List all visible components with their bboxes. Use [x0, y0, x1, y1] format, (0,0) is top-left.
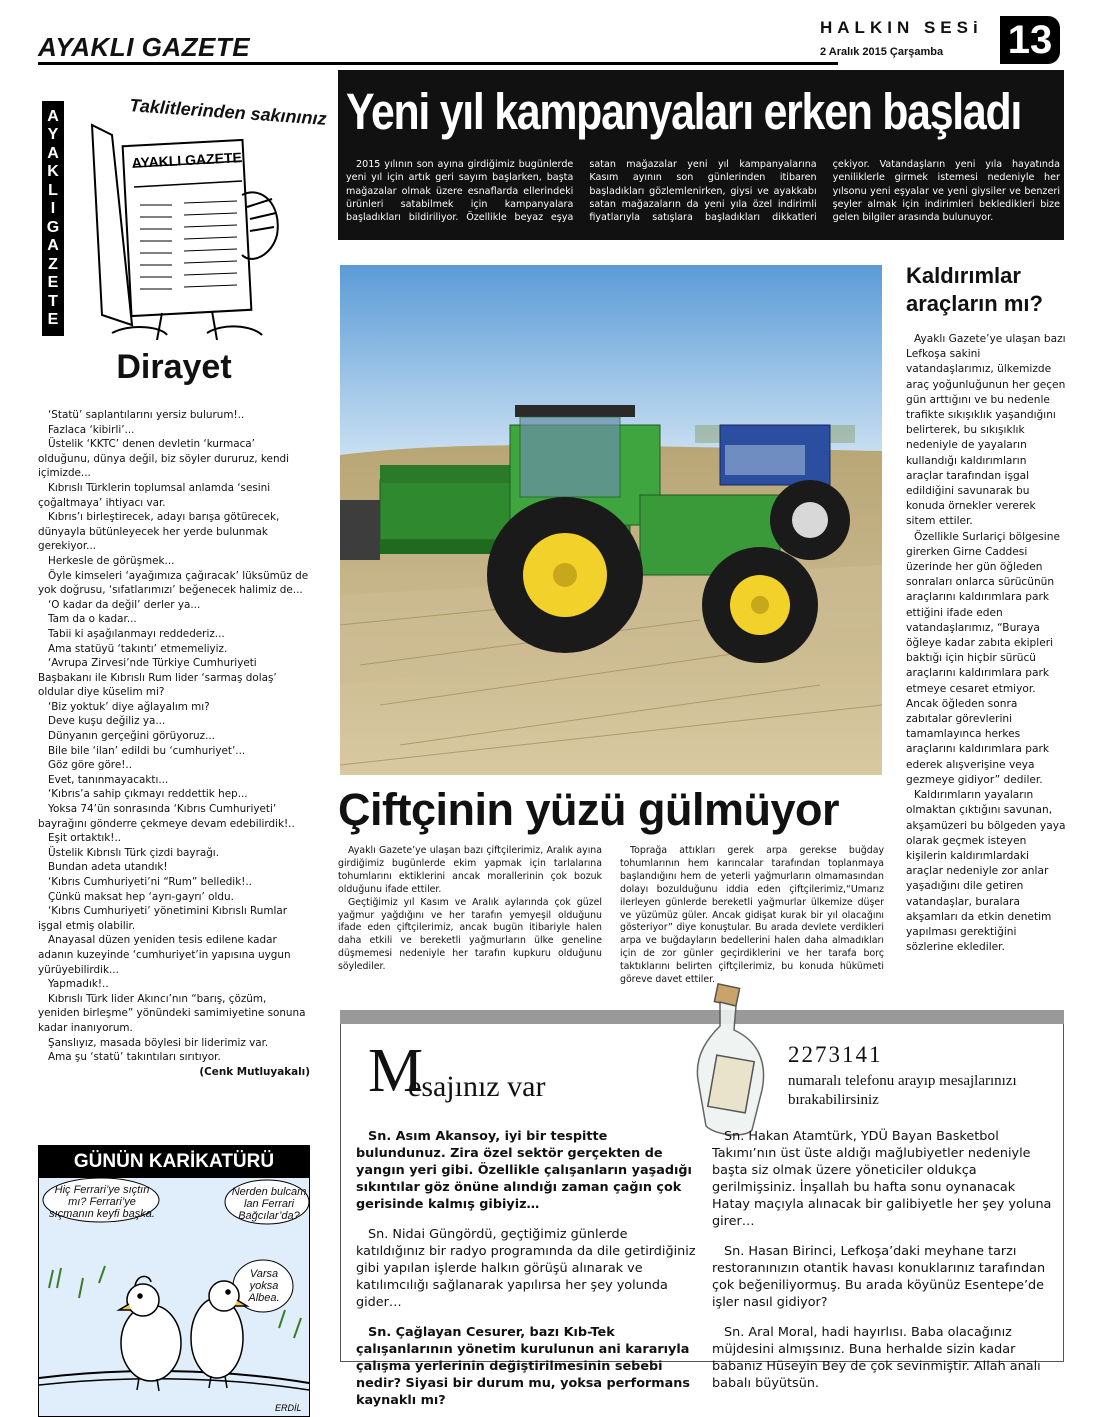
- column-line: ‘Avrupa Zirvesi’nde Türkiye Cumhuriyeti Başbakanı ile Kıbrıslı Rum lider ‘sarmaş dolaş’ oldular diye küselim mi?: [38, 657, 277, 699]
- column-line: ‘O kadar da değil’ derler ya...: [48, 598, 201, 611]
- speech-bubble-right: Nerden bulcam lan Ferrari Bağcılar’da?: [231, 1186, 307, 1223]
- lead-paragraph: 2015 yılının son ayına girdiğimiz bugünlerde yeni yıl için artık geri sayım başlarken, başta mağazalar olmak üzere esnaflarda ellerindeki ürünleri satabilmek için kampanyalara başladıkları bildiriliyor. Özellikle beyaz eşya satan mağazalar yeni yıl kampanyalarına Kasım ayının son günlerinden itibaren başladıkları gözlemlenirken, giysi ve ayakkabı satan mağazaların da yeni yıla özel indirimli fiyatlarıyla satışlara başladıkları dikkatleri çekiyor. Vatandaşların yeni yıla hayatında yeniliklerle girmek istemesi nedeniyle her yılsonu yeni eşyalar ve yeni giysiler ve benzeri şeyler almak için indirimleri bekledikleri bize gelen bilgiler arasında bulunuyor.: [346, 159, 1060, 224]
- farm-paragraph: Geçtiğimiz yıl Kasım ve Aralık aylarında çok güzel yağmur yağdığını ve her tarafın yemyeşil olduğunu ifade eden çiftçilerimiz, ancak bugün itibariyle halen daha etkili ve bereketli yağmurların ülke geneline düşmemesi nedeniyle her tarafın kupkuru olduğunu söylediler.: [338, 896, 602, 973]
- logo-letter: Y: [47, 126, 59, 144]
- side-paragraph: Özellikle Surlariçi bölgesine girerken Girne Caddesi üzerinde her gün öğleden sonraları onlarca sürücünün araçlarını kaldırımlara park ettiğini ifade eden vatandaşlarımız, “Buraya öğleye kadar zabıta ekipleri baktığı için hiçbir sürücü araçlarını kaldırımlara park etmeye cesaret etmiyor. Ancak öğleden sonra zabıtalar görevlerini tamamlayınca herkes araçlarını kaldırımlara park ederek alışverişine veya gezmeye gidiyor” dediler.: [906, 530, 1060, 786]
- farm-paragraph: Toprağa attıkları gerek arpa gerekse buğday tohumlarının hem karıncalar tarafından toplanmaya başlandığını hem de yeterli yağmurların olmamasından dolayı bozulduğunu iddia eden çiftçilerimiz,“Umarız ilerleyen günlerde bereketli yağmurlar ülkemize düşer ve yüzümüz güler. Ancak gidişat kurak bir yıl olacağını gösteriyor” diye konuştular. Bu arada devlete verdikleri arpa ve buğdayların bedellerini halen daha almadıkları için de zor günler geçirdiklerini ve her tarafa borç taktıklarını belirten çiftçilerimiz, bu konuda hükümeti göreve davet ettiler.: [620, 845, 884, 986]
- column-line: Kıbrıslı Türk lider Akıncı’nın “barış, çözüm, yeniden birleşme” yönündeki samimiyetine sonuna kadar inanıyorum.: [38, 992, 306, 1034]
- messages-phone: 2273141: [788, 1042, 883, 1067]
- column-line: Ama şu ‘statü’ takıntıları sırıtıyor.: [48, 1051, 221, 1064]
- logo-paper-label: AYAKLI GAZETE: [131, 149, 243, 171]
- column-line: Üstelik Kıbrıslı Türk çizdi bayrağı.: [48, 846, 219, 859]
- lead-story-text: [346, 158, 1060, 224]
- column-line: ‘Kıbrıs Cumhuriyeti’ yönetimini Kıbrıslı Rumlar işgal etmiş olabilir.: [38, 905, 288, 932]
- newspaper-reader-illustration: [72, 95, 308, 340]
- column-line: Kıbrıs’ı birleştirecek, adayı barışa götürecek, dünyayla bütünleyecek her yerde bulunmak gerekiyor...: [38, 511, 280, 553]
- column-line: ‘Biz yoktuk’ diye ağlayalım mı?: [48, 700, 210, 713]
- column-line: Anayasal düzen yeniden tesis edilene kadar adanın kuzeyinde ‘cumhuriyet’in yapısına uygun yürüyebilirdik...: [38, 934, 291, 976]
- issue-date: 2 Aralık 2015 Çarşamba: [820, 46, 944, 58]
- cartoon-title: GÜNÜN KARİKATÜRÜ: [39, 1146, 309, 1178]
- logo-letter: A: [47, 108, 59, 125]
- column-line: Dünyanın gerçeğini görüyoruz...: [48, 730, 215, 743]
- messages-right-column: [712, 1128, 1052, 1405]
- message-item: Sn. Hasan Birinci, Lefkoşa’daki meyhane tarzı restoranınızın otantik havası konuklarınız tarafından çok beğeniliyormuş. Bu arada köyünüz Esentepe’de işler nasıl gidiyor?: [712, 1244, 1046, 1310]
- logo-letter: Z: [48, 255, 58, 273]
- farm-story-title: Çiftçinin yüzü gülmüyor: [338, 784, 839, 835]
- column-line: ‘Kıbrıs Cumhuriyeti’ni “Rum” belledik!..: [48, 876, 252, 888]
- column-line: Yapmadık!..: [48, 978, 109, 991]
- column-line: Şanslıyız, masada böylesi bir liderimiz var.: [48, 1036, 269, 1049]
- logo-letter: I: [50, 200, 56, 218]
- section-rule: [38, 62, 838, 65]
- message-item: Sn. Aral Moral, hadi hayırlısı. Baba olacağınız müjdesini almışsınız. Buna herhalde sizin kadar babanız Hüseyin Bey de çok sevinmiştir. Allah analı babalı büyütsün.: [712, 1325, 1041, 1391]
- farm-story-text: [338, 845, 884, 1000]
- column-line: Ama statüyü ‘takıntı’ etmemeliyiz.: [48, 642, 228, 655]
- message-item: Sn. Nidai Güngördü, geçtiğimiz günlerde katıldığınız bir radyo programında da dile getirdiğiniz gibi yapılan işlerde halkın görüşü alınarak ve katılımcılığı sağlanarak yapılırsa her şey yolunda gider…: [356, 1227, 696, 1310]
- column-title: Dirayet: [116, 348, 232, 386]
- logo-letter: A: [47, 144, 59, 162]
- logo-letter: T: [48, 292, 58, 310]
- masthead: [820, 18, 1000, 58]
- farm-paragraph: Ayaklı Gazete’ye ulaşan bazı çiftçilerimiz, Aralık ayına girdiğimiz bugünlerde ekim yapmak için tarlalarına tohumlarını ektiklerini ancak morallerinin çok bozuk olduğunu ifade ettiler.: [338, 845, 602, 895]
- messages-left-column: [356, 1128, 696, 1417]
- daily-cartoon: [38, 1145, 310, 1417]
- column-line: Çünkü maksat hep ‘ayrı-gayrı’ oldu.: [48, 890, 234, 903]
- message-item: Sn. Hakan Atamtürk, YDÜ Bayan Basketbol Takımı’nın üst üste aldığı mağlubiyetler nedeniyle başta siz olmak üzere yöneticiler oldukça gerilmişsiniz. İnşallah bu hafta sonu oynanacak Hatay maçıyla alınacak bir galibiyetle her şey yoluna girer…: [712, 1129, 1052, 1229]
- column-author: (Cenk Mutluyakalı): [199, 1065, 310, 1078]
- message-bottle-icon: [676, 980, 786, 1140]
- lead-headline: Yeni yıl kampanyaları erken başladı: [346, 83, 1022, 140]
- column-line: Eşit ortaktık!..: [48, 832, 122, 845]
- logo-letter: E: [47, 310, 59, 328]
- logo-vertical-title: [42, 101, 64, 336]
- cartoonist-signature: ERDİL: [275, 1403, 302, 1413]
- column-line: Göz göre göre!..: [48, 759, 133, 772]
- logo-letter: E: [47, 274, 59, 292]
- column-line: ‘Statü’ saplantılarını yersiz bulurum!..: [48, 409, 245, 421]
- side-paragraph: Ayaklı Gazete’ye ulaşan bazı Lefkoşa sakini vatandaşlarımız, ülkemizde araç yoğunluğunun her geçen gün arttığını ve bu nedenle trafikte sıkışıklık yaşandığını belirterek, bu sıkışıklık nedeniyle de yayaların kullandığı kaldırımların araçlar tarafından işgal edildiğini savunarak bu konuda örnekler vererek sitem ettiler.: [906, 333, 1066, 528]
- message-item: Sn. Asım Akansoy, iyi bir tespitte bulundunuz. Zira özel sektör gerçekten de yangın yeri gibi. Özellikle çalışanların yaşadığı sıkıntılar göz önüne alındığı zaman çağın çok gerisinde kalmış gibiyiz…: [356, 1129, 692, 1212]
- speech-bubble-left: Hiç Ferrari’ye sıçtın mı? Ferrari’ye sıçmanın keyfi başka.: [49, 1184, 155, 1221]
- page-number: 13: [1000, 16, 1060, 64]
- column-line: Fazlaca ‘kibirli’...: [48, 423, 135, 436]
- messages-title: esajınız var: [408, 1070, 546, 1103]
- messages-phone-text: numaralı telefonu arayıp mesajlarınızı bırakabilirsiniz: [788, 1073, 1017, 1108]
- column-body: [38, 408, 310, 1079]
- side-story-title: Kaldırımlar araçların mı?: [906, 263, 1043, 316]
- column-line: Tam da o kadar...: [48, 613, 137, 626]
- column-line: Evet, tanınmayacaktı...: [48, 773, 169, 786]
- column-line: Tabii ki aşağılanmayı reddederiz...: [48, 627, 225, 640]
- column-line: Kıbrıslı Türklerin toplumsal anlamda ‘sesini çoğaltmaya’ ihtiyacı var.: [38, 481, 271, 509]
- section-title: AYAKLI GAZETE: [38, 32, 251, 62]
- ayakli-gazete-logo: [38, 95, 328, 340]
- column-line: Öyle kimseleri ‘ayağımıza çağıracak’ lüksümüz de yok doğrusu, ‘sıfatlarımızı’ beğenecek halimiz de...: [38, 569, 309, 597]
- speech-bubble-bottom: Varsa yoksa Albea.: [248, 1268, 280, 1305]
- logo-letter: G: [46, 218, 60, 236]
- column-line: Yoksa 74’ün sonrasında ‘Kıbrıs Cumhuriyeti’ bayrağını gönderre çekmeye devam edebilirdik!..: [38, 803, 295, 830]
- side-story-body: [906, 332, 1066, 955]
- logo-letter: A: [47, 237, 59, 255]
- column-line: Bile bile ‘ilan’ edildi bu ‘cumhuriyet’...: [48, 744, 246, 757]
- logo-letter: K: [47, 163, 59, 181]
- tractors-photo: [340, 265, 882, 775]
- messages-title-initial: M: [368, 1037, 424, 1105]
- message-item: Sn. Çağlayan Cesurer, bazı Kıb-Tek çalışanlarının yönetim kurulunun ani kararıyla çalışma yerlerinin değiştirilmesinin sebebi nedir? Siyasi bir durum mu, yoksa performans kaynaklı mı?: [356, 1325, 690, 1408]
- column-line: Deve kuşu değiliz ya...: [48, 715, 166, 728]
- side-paragraph: Kaldırımların yayaların olmaktan çıktığını savunan, akşamüzeri bu bölgeden yaya olarak geçmek isteyen kişilerin kaldırımlardaki araçlar nedeniyle zor anlar yaşadığını dile getiren vatandaşlar, buralara akşamları da etkin denetim yapılması gerektiğini sözlerine eklediler.: [906, 789, 1066, 954]
- column-line: Üstelik ‘KKTC’ denen devletin ‘kurmaca’ olduğunu, dünya değil, biz söyler dururuz, kendi içimizde...: [38, 438, 290, 480]
- column-line: Herkesle de görüşmek...: [48, 554, 175, 567]
- logo-tagline: Taklitlerinden sakınınız: [128, 95, 328, 129]
- column-line: ‘Kıbrıs’a sahip çıkmayı reddettik hep...: [48, 788, 248, 801]
- paper-name: HALKIN SESi: [820, 18, 983, 37]
- logo-letter: L: [48, 181, 58, 199]
- column-line: Bundan adeta utandık!: [48, 861, 168, 874]
- lead-story-box: [338, 70, 1064, 240]
